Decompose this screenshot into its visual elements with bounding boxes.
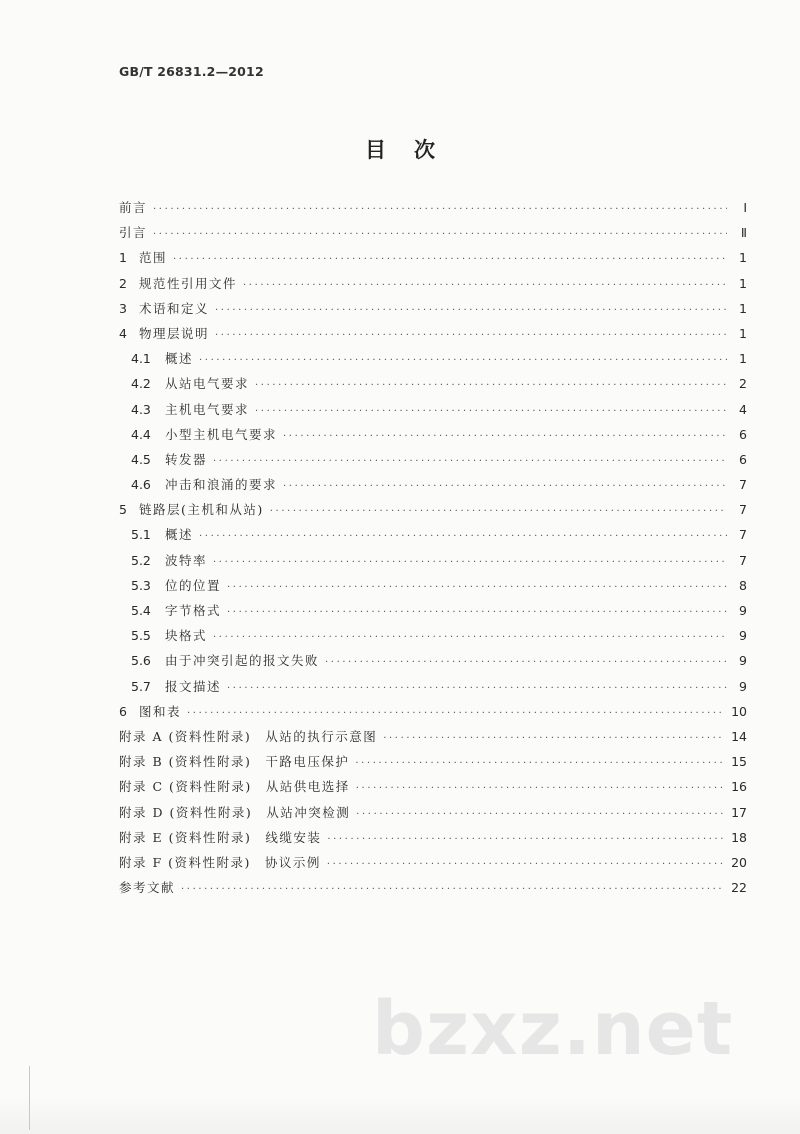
toc-entry-label <box>119 450 207 468</box>
toc-leader-dots <box>243 280 727 291</box>
toc-entry-number: 5.3 <box>131 577 151 593</box>
toc-entry-text: 术语和定义 <box>139 300 210 316</box>
toc-leader-dots <box>327 834 725 845</box>
toc-entry[interactable] <box>119 450 747 475</box>
toc-entry-label <box>119 576 221 594</box>
toc-entry-label <box>119 601 221 619</box>
toc-entry-number: 4.3 <box>131 401 151 417</box>
page-bottom-edge <box>0 1096 800 1134</box>
toc-entry-page-number: 10 <box>731 703 747 719</box>
toc-entry-number: 5.5 <box>131 628 151 644</box>
toc-entry-label <box>119 324 209 342</box>
toc-entry[interactable] <box>119 752 747 777</box>
toc-entry[interactable] <box>119 475 747 500</box>
toc-entry-text: 位的位置 <box>165 577 222 593</box>
toc-entry-label <box>119 677 221 695</box>
toc-entry-text: 参考文献 <box>119 880 176 896</box>
toc-entry-text: 范围 <box>139 250 168 266</box>
toc-entry[interactable] <box>119 551 747 576</box>
toc-entry-label <box>119 374 249 392</box>
toc-entry-page-number: 20 <box>731 854 747 870</box>
toc-leader-dots <box>283 431 727 442</box>
toc-entry-label <box>119 651 319 669</box>
toc-leader-dots <box>227 683 727 694</box>
toc-entry[interactable] <box>119 651 747 676</box>
toc-entry[interactable] <box>119 374 747 399</box>
toc-leader-dots <box>213 456 727 467</box>
toc-entry-text: 附录 D (资料性附录) 从站冲突检测 <box>119 804 351 820</box>
toc-entry-label <box>119 752 349 770</box>
toc-entry-page-number: 9 <box>739 603 747 618</box>
toc-entry-text: 规范性引用文件 <box>139 275 238 291</box>
toc-entry-label <box>119 198 147 216</box>
toc-entry-text: 引言 <box>119 225 148 241</box>
toc-entry[interactable] <box>119 677 747 702</box>
toc-entry[interactable] <box>119 248 747 273</box>
toc-leader-dots <box>215 330 727 341</box>
toc-entry-label <box>119 525 193 543</box>
toc-entry-label <box>119 803 350 821</box>
toc-entry-label <box>119 702 181 720</box>
toc-leader-dots <box>356 809 725 820</box>
scan-edge-mark <box>29 1066 38 1130</box>
toc-entry-label <box>119 299 209 317</box>
toc-entry[interactable] <box>119 425 747 450</box>
toc-entry-number: 4 <box>119 325 127 341</box>
toc-entry-number: 4.5 <box>131 451 151 467</box>
standard-number: GB/T 26831.2—2012 <box>119 64 264 79</box>
toc-entry-text: 前言 <box>119 200 148 215</box>
toc-entry-number: 1 <box>119 250 127 266</box>
toc-entry[interactable] <box>119 400 747 425</box>
toc-entry-page-number: Ⅱ <box>740 225 747 241</box>
toc-leader-dots <box>327 859 725 870</box>
toc-entry-page-number: 7 <box>739 527 747 543</box>
toc-entry-page-number: Ⅰ <box>743 200 747 215</box>
toc-entry-text: 由于冲突引起的报文失败 <box>165 653 320 669</box>
toc-entry-page-number: 6 <box>739 426 747 442</box>
toc-entry-text: 图和表 <box>139 703 182 719</box>
toc-entry-text: 附录 E (资料性附录) 线缆安装 <box>119 829 322 845</box>
toc-leader-dots <box>153 229 727 240</box>
toc-leader-dots <box>213 557 727 568</box>
toc-entry-number: 4.1 <box>131 351 151 367</box>
toc-leader-dots <box>227 607 727 618</box>
toc-entry-page-number: 14 <box>731 728 747 744</box>
toc-entry-text: 字节格式 <box>165 603 222 618</box>
toc-entry-text: 物理层说明 <box>139 325 210 341</box>
toc-entry-label <box>119 349 193 367</box>
toc-entry[interactable] <box>119 525 747 550</box>
toc-entry[interactable] <box>119 601 747 626</box>
toc-entry-number: 5.2 <box>131 552 151 568</box>
toc-entry-page-number: 4 <box>739 401 747 417</box>
toc-entry[interactable] <box>119 702 747 727</box>
toc-entry-text: 冲击和浪涌的要求 <box>165 477 278 493</box>
toc-leader-dots <box>187 708 725 719</box>
toc-entry-page-number: 9 <box>739 653 747 669</box>
toc-entry-page-number: 1 <box>739 250 747 266</box>
toc-entry-number: 4.4 <box>131 426 151 442</box>
toc-leader-dots <box>199 355 727 366</box>
toc-entry-page-number: 1 <box>739 351 747 367</box>
toc-entry-page-number: 7 <box>739 477 747 493</box>
toc-leader-dots <box>383 733 725 744</box>
toc-entry-number: 5.7 <box>131 678 151 694</box>
toc-leader-dots <box>227 582 727 593</box>
toc-entry-page-number: 1 <box>739 300 747 316</box>
toc-entry[interactable] <box>119 324 747 349</box>
toc-entry-label <box>119 727 377 745</box>
toc-entry-label <box>119 551 207 569</box>
toc-entry[interactable] <box>119 803 747 828</box>
toc-leader-dots <box>283 481 727 492</box>
toc-entry[interactable] <box>119 626 747 651</box>
toc-leader-dots <box>173 254 727 265</box>
toc-entry-number: 2 <box>119 275 127 291</box>
toc-leader-dots <box>181 884 725 895</box>
toc-leader-dots <box>153 204 727 215</box>
toc-entry-label <box>119 500 264 518</box>
toc-entry-page-number: 9 <box>739 678 747 694</box>
toc-entry-label <box>119 626 207 644</box>
toc-entry-page-number: 16 <box>731 779 747 795</box>
toc-entry-page-number: 17 <box>731 804 747 820</box>
toc-entry[interactable] <box>119 223 747 248</box>
toc-entry[interactable] <box>119 828 747 853</box>
toc-entry-label <box>119 475 277 493</box>
toc-entry-text: 附录 F (资料性附录) 协议示例 <box>119 854 321 870</box>
toc-entry-label <box>119 853 321 871</box>
toc-entry-number: 4.6 <box>131 477 151 493</box>
toc-leader-dots <box>215 305 727 316</box>
toc-entry-page-number: 7 <box>739 502 747 518</box>
toc-entry-text: 报文描述 <box>165 678 222 694</box>
toc-entry[interactable] <box>119 878 747 903</box>
toc-entry-text: 小型主机电气要求 <box>165 426 278 442</box>
toc-entry-number: 3 <box>119 300 127 316</box>
toc-entry-label <box>119 828 321 846</box>
toc-entry-page-number: 22 <box>731 880 747 896</box>
toc-entry-label <box>119 400 249 418</box>
toc-entry-text: 转发器 <box>165 451 208 467</box>
toc-entry-page-number: 9 <box>739 628 747 644</box>
toc-entry[interactable] <box>119 198 747 223</box>
toc-entry[interactable] <box>119 727 747 752</box>
toc-entry-page-number: 1 <box>739 275 747 291</box>
page-title: 目次 <box>365 138 463 162</box>
toc-entry-label <box>119 878 175 896</box>
toc-entry-page-number: 6 <box>739 451 747 467</box>
toc-entry-page-number: 7 <box>739 552 747 568</box>
toc-leader-dots <box>255 406 727 417</box>
toc-entry-text: 附录 A (资料性附录) 从站的执行示意图 <box>119 728 378 744</box>
toc-entry-label <box>119 248 167 266</box>
toc-leader-dots <box>356 783 725 794</box>
toc-entry[interactable] <box>119 299 747 324</box>
toc-leader-dots <box>270 506 727 517</box>
toc-leader-dots <box>325 657 727 668</box>
toc-entry-label <box>119 223 147 241</box>
toc-entry-page-number: 1 <box>739 325 747 341</box>
toc-leader-dots <box>199 531 727 542</box>
toc-entry[interactable] <box>119 500 747 525</box>
toc-leader-dots <box>255 380 727 391</box>
toc-entry[interactable] <box>119 274 747 299</box>
toc-leader-dots <box>213 632 727 643</box>
toc-entry-text: 从站电气要求 <box>165 376 250 392</box>
toc-entry-number: 5.1 <box>131 527 151 543</box>
toc-leader-dots <box>355 758 725 769</box>
toc-entry-text: 块格式 <box>165 628 208 644</box>
toc-entry-text: 链路层(主机和从站) <box>139 502 264 518</box>
toc-entry[interactable] <box>119 576 747 601</box>
toc-entry-text: 波特率 <box>165 552 208 568</box>
toc-entry-label <box>119 777 350 795</box>
toc-entry[interactable] <box>119 777 747 802</box>
toc-entry-number: 6 <box>119 703 127 719</box>
toc-entry[interactable] <box>119 349 747 374</box>
toc-entry-page-number: 8 <box>739 577 747 593</box>
toc-entry-page-number: 18 <box>731 829 747 845</box>
toc-entry-number: 5.4 <box>131 603 151 618</box>
toc-entry-text: 概述 <box>165 351 194 367</box>
toc-entry-number: 4.2 <box>131 376 151 392</box>
toc-entry-page-number: 15 <box>731 754 747 770</box>
toc-entry-label <box>119 274 237 292</box>
toc-entry[interactable] <box>119 853 747 878</box>
toc-entry-number: 5 <box>119 502 127 518</box>
toc-entry-page-number: 2 <box>739 376 747 392</box>
watermark: bzxz.net <box>372 986 734 1072</box>
toc-entry-text: 概述 <box>165 527 194 543</box>
toc-entry-text: 附录 C (资料性附录) 从站供电选择 <box>119 779 350 795</box>
toc-entry-text: 附录 B (资料性附录) 干路电压保护 <box>119 754 350 770</box>
toc-entry-text: 主机电气要求 <box>165 401 250 417</box>
toc-entry-label <box>119 425 277 443</box>
table-of-contents <box>119 198 747 903</box>
toc-entry-number: 5.6 <box>131 653 151 669</box>
